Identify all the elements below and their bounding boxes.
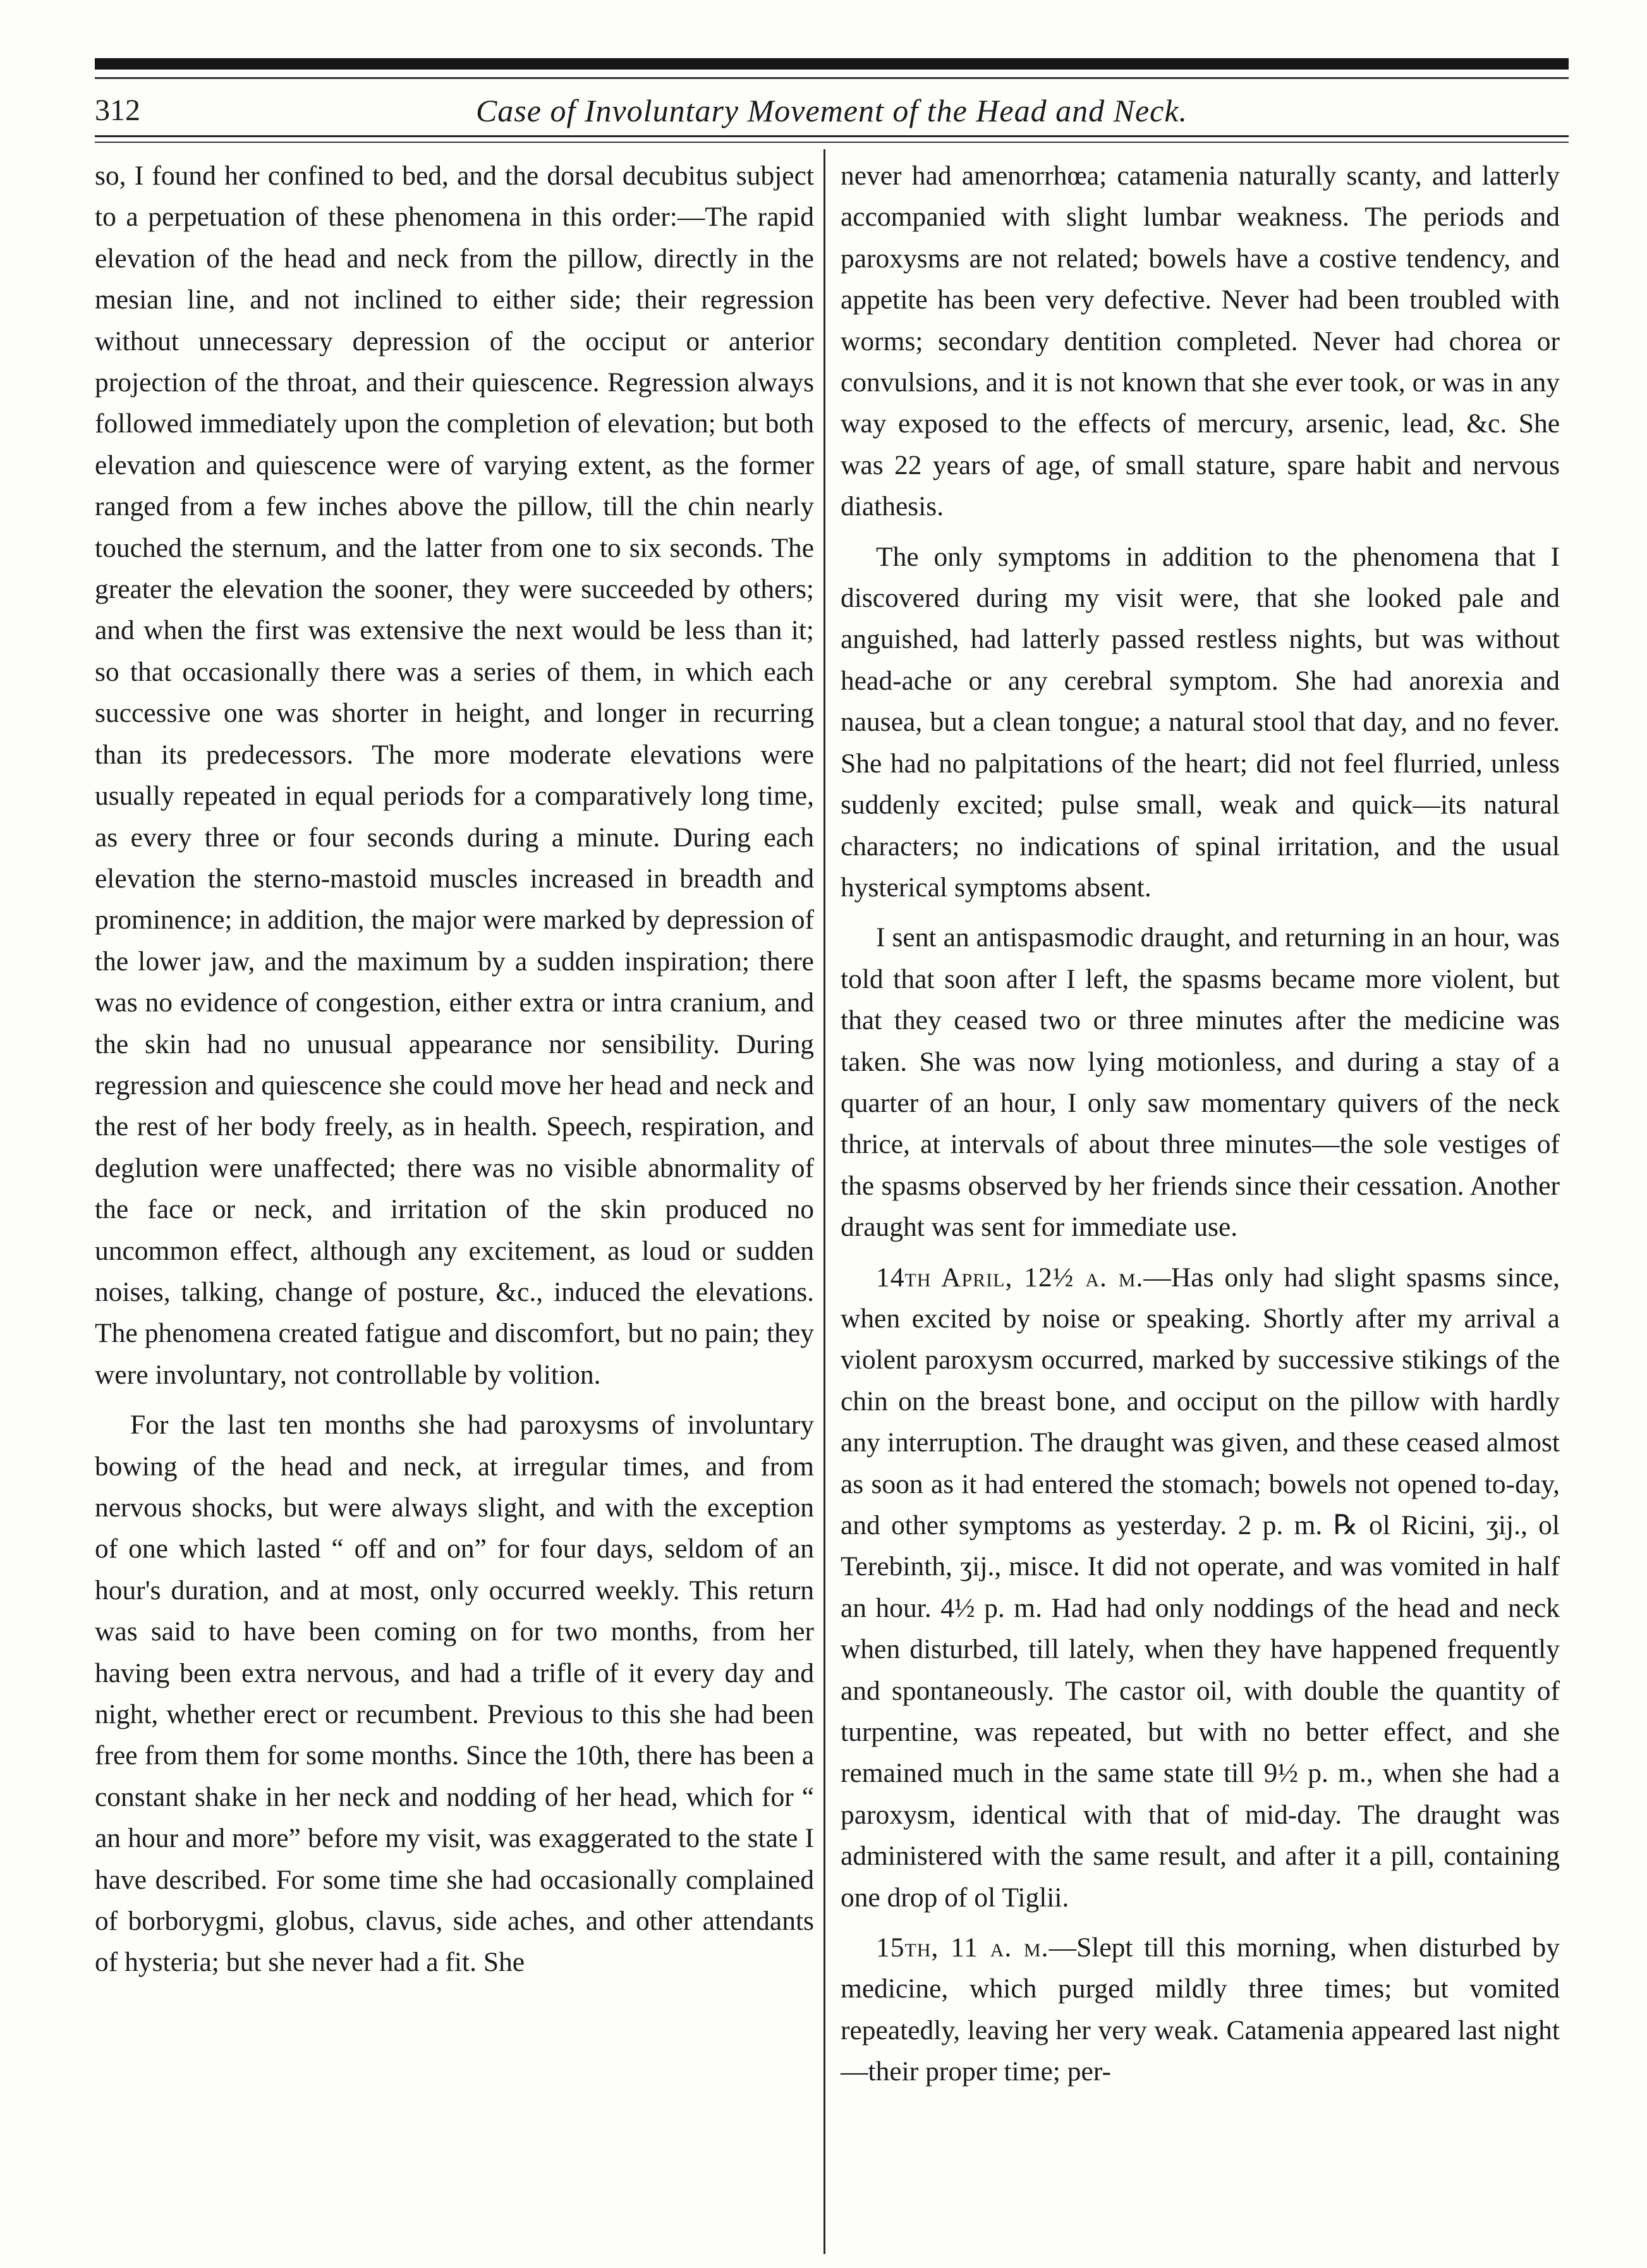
header-rule-thin [95,142,1569,143]
page-header [95,88,1569,133]
top-thin-rule [95,77,1569,79]
entry-text: —Has only had slight spasms since, when excited by noise or speaking. Shortly after my arrival a violent paroxysm occurred, marked by successive stikings of the chin on the breast bone, and occiput on the pillow with hardly any interruption. The draught was given, and these ceased almost as soon as it had entered the stomach; bowels not opened to-day, and other symptoms as yesterday. 2 p. m. ℞ ol Ricini, ʒij., ol Terebinth, ʒij., misce. It did not operate, and was vomited in half an hour. 4½ p. m. Had had only noddings of the head and neck when disturbed, till lately, when they have happened frequently and spontaneously. The castor oil, with double the quantity of turpentine, was repeated, but with no better effect, and she remained much in the same state till 9½ p. m., when she had a paroxysm, identical with that of mid-day. The draught was administered with the same result, and after it a pill, containing one drop of ol Tiglii. [841,1262,1560,1913]
paragraph: The only symptoms in addition to the phenomena that I discovered during my visit were, that she looked pale and anguished, had latterly passed restless nights, but was without head-ache or any cerebral symptom. She had anorexia and nausea, but a clean tongue; a natural stool that day, and no fever. She had no palpitations of the heart; did not feel flurried, unless suddenly excited; pulse small, weak and quick—its natural characters; no indications of spinal irritation, and the usual hysterical symptoms absent. [841,541,1560,903]
running-title: Case of Involuntary Movement of the Head and Neck. [475,93,1188,128]
top-heavy-rule [95,58,1569,70]
entry-date: 15th, 11 a. m. [876,1932,1049,1963]
paragraph: never had amenorrhœa; catamenia naturally scanty, and latterly accompanied with slight lumbar weakness. The periods and paroxysms are not related; bowels have a costive tendency, and appetite has been very defective. Never had been troubled with worms; secondary dentition completed. Never had chorea or convulsions, and it is not known that she ever took, or was in any way exposed to the effects of mercury, arsenic, lead, &c. She was 22 years of age, of small stature, spare habit and nervous diathesis. [841,161,1560,522]
paragraph: so, I found her confined to bed, and the dorsal decubitus subject to a perpetuation of these phenomena in this order:—The rapid elevation of the head and neck from the pillow, directly in the mesian line, and not inclined to either side; their regression without unnecessary depression of the occiput or anterior projection of the throat, and their quiescence. Regression always followed immediately upon the completion of elevation; but both elevation and quiescence were of varying extent, as the former ranged from a few inches above the pillow, till the chin nearly touched the sternum, and the latter from one to six seconds. The greater the elevation the sooner, they were succeeded by others; and when the first was extensive the next would be less than it; so that occasionally there was a series of them, in which each successive one was shorter in height, and longer in recurring than its predecessors. The more moderate elevations were usually repeated in equal periods for a comparatively long time, as every three or four seconds during a minute. During each elevation the sterno-mastoid muscles increased in breadth and prominence; in addition, the major were marked by depression of the lower jaw, and the maximum by a sudden inspiration; there was no evidence of congestion, either extra or intra cranium, and the skin had no unusual appearance nor sensibility. During regression and quiescence she could move her head and neck and the rest of her body freely, as in health. Speech, respiration, and deglution were unaffected; there was no visible abnormality of the face or neck, and irritation of the skin produced no uncommon effect, although any excitement, as loud or sudden noises, talking, change of posture, &c., induced the elevations. The phenomena created fatigue and discomfort, but no pain; they were involuntary, not controllable by volition. [95,161,814,1390]
entry-text: —Slept till this morning, when disturbed by medicine, which purged mildly three times; but vomited repeatedly, leaving her very weak. Catamenia appeared last night—their proper time; per- [841,1932,1560,2087]
entry-date: 14th April, 12½ a. m. [876,1262,1144,1293]
page-number: 312 [95,94,140,127]
paragraph: For the last ten months she had paroxysms of involuntary bowing of the head and neck, at irregular times, and from nervous shocks, but were always slight, and with the exception of one which lasted “ off and on” for four days, seldom of an hour's duration, and at most, only occurred weekly. This return was said to have been coming on for two months, from her having been extra nervous, and had a trifle of it every day and night, whether erect or recumbent. Previous to this she had been free from them for some months. Since the 10th, there has been a constant shake in her neck and nodding of her head, which for “ an hour and more” before my visit, was exaggerated to the state I have described. For some time she had occasionally complained of borborygmi, globus, clavus, side aches, and other attendants of hysteria; but she never had a fit. She [95,1410,814,1978]
column-divider [824,149,825,2254]
paragraph: I sent an antispasmodic draught, and returning in an hour, was told that soon after I left, the spasms became more violent, but that they ceased two or three minutes after the medicine was taken. She was now lying motionless, and during a stay of a quarter of an hour, I only saw momentary quivers of the neck thrice, at intervals of about three minutes—the sole vestiges of the spasms observed by her friends since their cessation. Another draught was sent for immediate use. [841,922,1560,1243]
left-column [95,155,814,1984]
dated-entry [841,1257,1560,1919]
dated-entry [841,1927,1560,2093]
right-column [841,155,1560,2093]
header-rule [95,135,1569,137]
